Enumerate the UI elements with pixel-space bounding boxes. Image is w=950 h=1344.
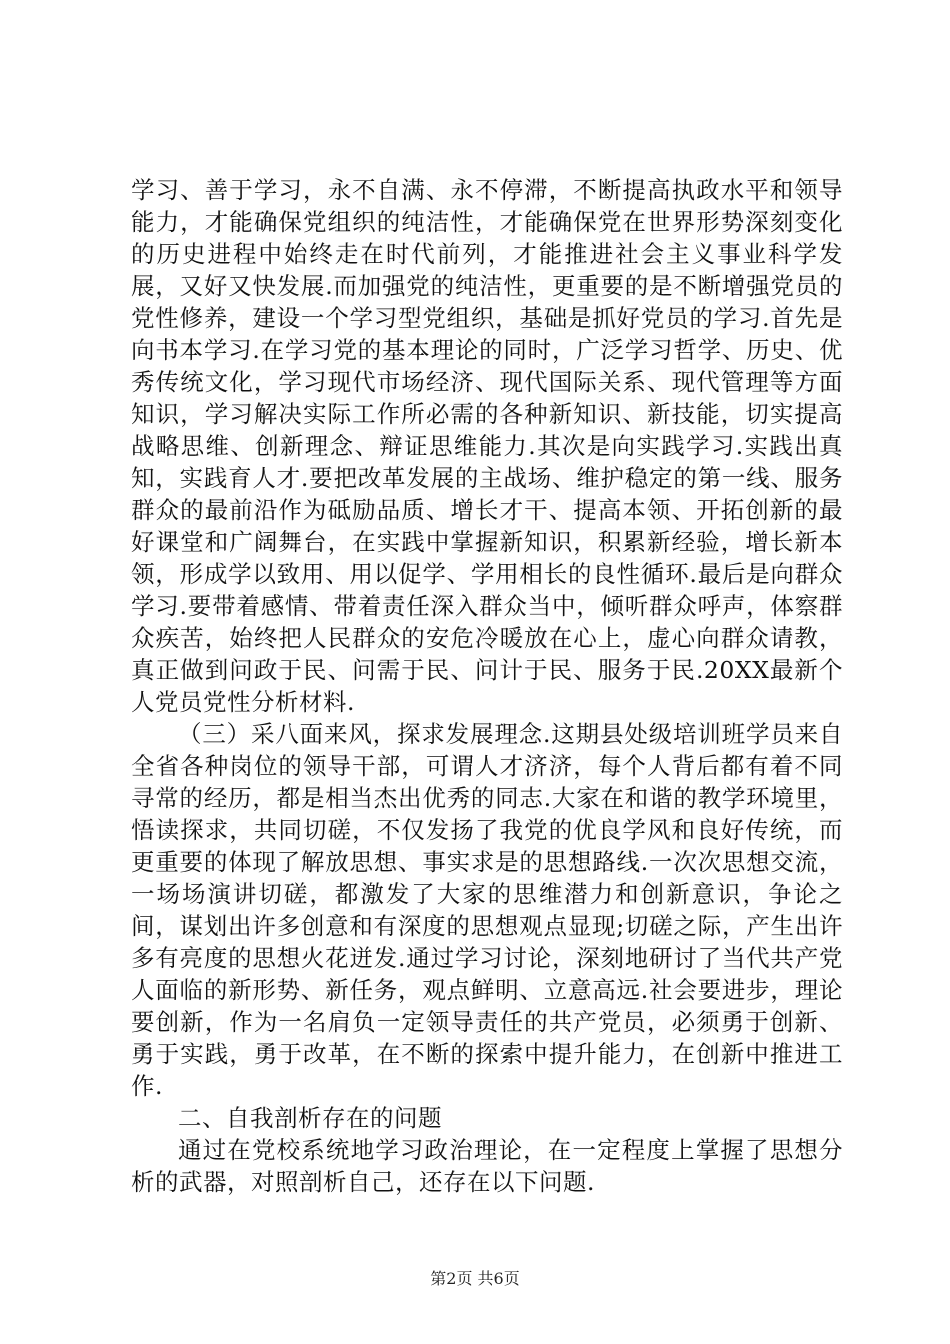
paragraph-section-three: （三）采八面来风，探求发展理念.这期县处级培训班学员来自全省各种岗位的领导干部，可谓人才济济，每个人背后都有着不同寻常的经历，都是相当杰出优秀的同志.大家在和谐的教学环境里，悟读探求，共同切磋，不仅发扬了我党的优良学风和良好传统，而更重要的体现了解放思想、事实求是的思想路线.一次次思想交流，一场场演讲切磋，都激发了大家的思维潜力和创新意识，争论之间，谋划出许多创意和有深度的思想观点显现;切磋之际，产生出许多有亮度的思想火花迸发.通过学习讨论，深刻地研讨了当代共产党人面临的新形势、新任务，观点鲜明、立意高远.社会要进步，理论要创新，作为一名肩负一定领导责任的共产党员，必须勇于创新、勇于实践，勇于改革，在不断的探索中提升能力，在创新中推进工作. bbox=[131, 720, 843, 1100]
document-body bbox=[131, 174, 843, 1198]
section-heading: 二、自我剖析存在的问题 bbox=[178, 1104, 442, 1132]
paragraph-continuation: 学习、善于学习，永不自满、永不停滞，不断提高执政水平和领导能力，才能确保党组织的纯洁性，才能确保党在世界形势深刻变化的历史进程中始终走在时代前列，才能推进社会主义事业科学发展，又好又快发展.而加强党的纯洁性，更重要的是不断增强党员的党性修养，建设一个学习型党组织，基础是抓好党员的学习.首先是向书本学习.在学习党的基本理论的同时，广泛学习哲学、历史、优秀传统文化，学习现代市场经济、现代国际关系、现代管理等方面知识，学习解决实际工作所必需的各种新知识、新技能，切实提高战略思维、创新理念、辩证思维能力.其次是向实践学习.实践出真知，实践育人才.要把改革发展的主战场、维护稳定的第一线、服务群众的最前沿作为砥励品质、增长才干、提高本领、开拓创新的最好课堂和广阔舞台，在实践中掌握新知识，积累新经验，增长新本领，形成学以致用、用以促学、学用相长的良性循环.最后是向群众学习.要带着感情、带着责任深入群众当中，倾听群众呼声，体察群众疾苦，始终把人民群众的安危冷暖放在心上，虚心向群众请教，真正做到问政于民、问需于民、问计于民、服务于民.20XX最新个人党员党性分析材料. bbox=[131, 176, 843, 716]
paragraph-analysis-intro: 通过在党校系统地学习政治理论，在一定程度上掌握了思想分析的武器，对照剖析自己，还存在以下问题. bbox=[131, 1136, 843, 1196]
page-number-footer: 第2页 共6页 bbox=[430, 1269, 520, 1288]
